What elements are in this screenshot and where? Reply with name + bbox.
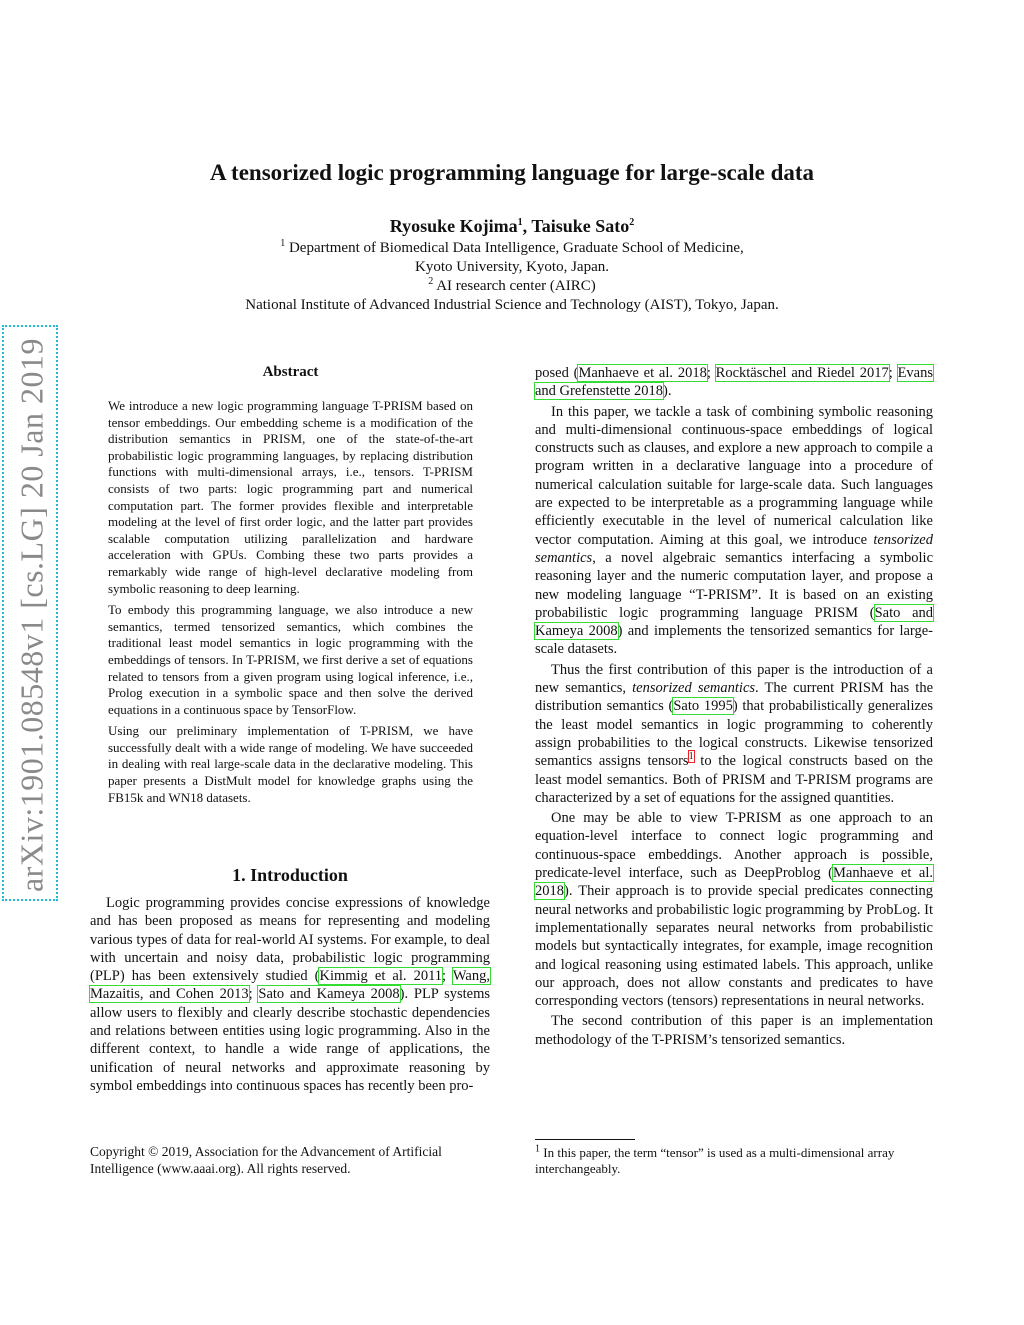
affil-text: AI research center (AIRC) <box>433 278 596 294</box>
body-text: ) and implements the tensorized semantics for large-scale datasets. <box>535 623 933 658</box>
body-text: ). Their approach is to provide special predicates connecting neural networks and probabilistic logic programming by ProbLog. It implementationally separates neural networks from probabilistic models but syntactically integrates, for example, image recognition and logical reasoning using estimated labels. This approach, unlike our approach, does not allow constants and predicates to have corresponding vectors (tensors) representations in neural networks. <box>535 883 933 1010</box>
right-column-body <box>535 364 933 1051</box>
citation-link[interactable]: Kimmig et al. 2011 <box>319 968 443 985</box>
body-paragraph <box>535 661 933 807</box>
body-text: ) that probabilistically generalizes the least model semantics in logic programming to coherently assign probabilities to the logical constructs. Likewise tensorized semantics assigns tensors <box>535 698 934 770</box>
footnote <box>535 1145 933 1178</box>
footnote-ref-link[interactable]: 1 <box>688 751 694 763</box>
abstract-heading: Abstract <box>262 364 319 380</box>
body-paragraph <box>90 894 490 1095</box>
abstract-paragraph: Using our preliminary implementation of T-PRISM, we have successfully dealt with a wide range of modeling. We have succeeded in dealing with real large-scale data in the declarative modeling. This paper presents a DistMult model for knowledge graphs using the FB15k and WN18 datasets. <box>108 723 473 805</box>
body-text: ; <box>888 365 898 381</box>
copyright-notice <box>90 1144 490 1177</box>
author-separator: , <box>522 216 532 236</box>
body-paragraph <box>535 403 933 659</box>
arxiv-id[interactable]: arXiv:1901.08548v1 [cs.LG] 20 Jan 2019 <box>13 337 50 893</box>
citation-link[interactable]: Manhaeve et al. 2018 <box>535 865 933 900</box>
section-heading-introduction: 1. Introduction <box>232 865 348 885</box>
introduction-body <box>90 894 490 1097</box>
body-text: . The current PRISM has the distribution semantics ( <box>535 680 933 715</box>
body-text: ). PLP systems allow users to flexibly and clearly describe stochastic dependencies and relations between entities using logic programming. Also in the different context, to handle a wide range of applications, the unification of neural networks and approximate reasoning by symbol embeddings into continuous spaces has recently been pro- <box>90 986 490 1094</box>
affil-text: Department of Biomedical Data Intelligence, Graduate School of Medicine, <box>285 240 744 256</box>
body-paragraph: The second contribution of this paper is an implementation methodology of the T-PRISM’s tensorized semantics. <box>535 1013 933 1048</box>
body-paragraph <box>535 364 933 401</box>
body-text: , a novel algebraic semantics interfacing a symbolic reasoning layer and the numeric computation layer, and propose a new modeling language “T-PRISM”. It is based on an existing probabilistic logic programming language PRISM ( <box>535 549 933 621</box>
copyright-symbol: © <box>148 1144 159 1159</box>
author-affil-mark: 2 <box>629 217 635 228</box>
body-text: One may be able to view T-PRISM as one approach to an equation-level interface to connect logic programming and continuous-space embeddings. Another approach is possible, predicate-level interface, such as DeepProblog ( <box>535 810 933 882</box>
abstract-body <box>108 398 473 811</box>
citation-link[interactable]: Sato and Kameya 2008 <box>535 604 934 640</box>
body-text: In this paper, we tackle a task of combining symbolic reasoning and multi-dimensional continuous-space embeddings of logical constructs such as clauses, and explore a new approach to compile a program written in a declarative language into a procedure of numerical calculation suitable for large-scale data. Such languages are expected to be interpretable as a programming language while efficiently executable in the level of numerical calculation like vector computation. Aiming at this goal, we introduce <box>535 403 933 548</box>
emphasis-term: tensorized semantics <box>535 531 933 566</box>
citation-link[interactable]: Evans and Grefenstette 2018 <box>535 365 934 400</box>
author-affil-mark: 1 <box>517 217 523 228</box>
author-name: Ryosuke Kojima <box>389 216 518 236</box>
author-name: Taisuke Sato <box>531 216 630 236</box>
authors <box>0 216 1024 237</box>
footnote-number: 1 <box>535 1143 540 1155</box>
body-paragraph <box>535 809 933 1010</box>
affiliation-line: Kyoto University, Kyoto, Japan. <box>414 259 609 275</box>
body-text: to the logical constructs based on the least model semantics. Both of PRISM and T-PRISM programs are characterized by a set of equations for the assigned quantities. <box>535 753 933 806</box>
affiliation-line <box>0 277 1024 296</box>
affiliation-line: National Institute of Advanced Industrial Science and Technology (AIST), Tokyo, Japan. <box>245 297 779 313</box>
affil-mark: 2 <box>428 276 434 287</box>
body-text: Logic programming provides concise expressions of knowledge and has been proposed as means for representing and modeling various types of data for real-world AI systems. For example, to deal with uncertain and noisy data, probabilistic logic programming (PLP) has been extensively studied ( <box>90 895 490 985</box>
paper-title: A tensorized logic programming language for large-scale data <box>209 160 815 185</box>
copyright-text: Copyright <box>90 1144 149 1159</box>
abstract-paragraph: We introduce a new logic programming language T-PRISM based on tensor embeddings. Our embedding scheme is a modification of the distribution semantics in PRISM, one of the state-of-the-art probabilistic logic programming languages, by replacing distribution functions with multi-dimensional arrays, i.e., tensors. T-PRISM consists of two parts: logic programming part and numerical computation part. The former provides flexible and interpretable modeling at the level of first order logic, and the latter part provides scalable computation utilizing parallelization and hardware acceleration with GPUs. Combing these two parts provides a remarkably wide range of high-level declarative modeling from symbolic reasoning to deep learning. <box>108 398 473 596</box>
body-text: ; <box>442 968 453 985</box>
citation-link[interactable]: Wang, Mazaitis, and Cohen 2013 <box>90 968 490 1003</box>
body-text: posed ( <box>535 365 579 381</box>
citation-link[interactable]: Sato 1995 <box>673 698 733 715</box>
footnote-text: In this paper, the term “tensor” is used as a multi-dimensional array interchangeably. <box>535 1145 895 1177</box>
body-text: ). <box>663 383 672 400</box>
body-text: ; <box>248 986 259 1003</box>
citation-link[interactable]: Rocktäschel and Riedel 2017 <box>715 365 889 381</box>
emphasis-term: tensorized semantics <box>632 680 756 697</box>
affil-mark: 1 <box>280 238 286 249</box>
abstract-paragraph: To embody this programming language, we also introduce a new semantics, termed tensorized semantics, which combines the traditional least model semantics in logic programming with the embeddings of tensors. In T-PRISM, we first derive a set of equations related to tensors from a given program using logical inference, i.e., Prolog execution in a symbolic space and then solve the derived equations in a continuous space by TensorFlow. <box>108 602 473 717</box>
footnote-divider <box>535 1139 635 1140</box>
arxiv-stamp[interactable] <box>2 325 58 901</box>
citation-link[interactable]: Manhaeve et al. 2018 <box>578 365 707 381</box>
citation-link[interactable]: Sato and Kameya 2008 <box>258 986 400 1003</box>
body-text: Thus the first contribution of this paper is the introduction of a new semantics, <box>535 661 933 697</box>
copyright-text: 2019, Association for the Advancement of Artificial Intelligence (www.aaai.org). All rights reserved. <box>90 1144 442 1176</box>
body-text: ; <box>706 365 716 381</box>
affiliation-line <box>0 239 1024 258</box>
